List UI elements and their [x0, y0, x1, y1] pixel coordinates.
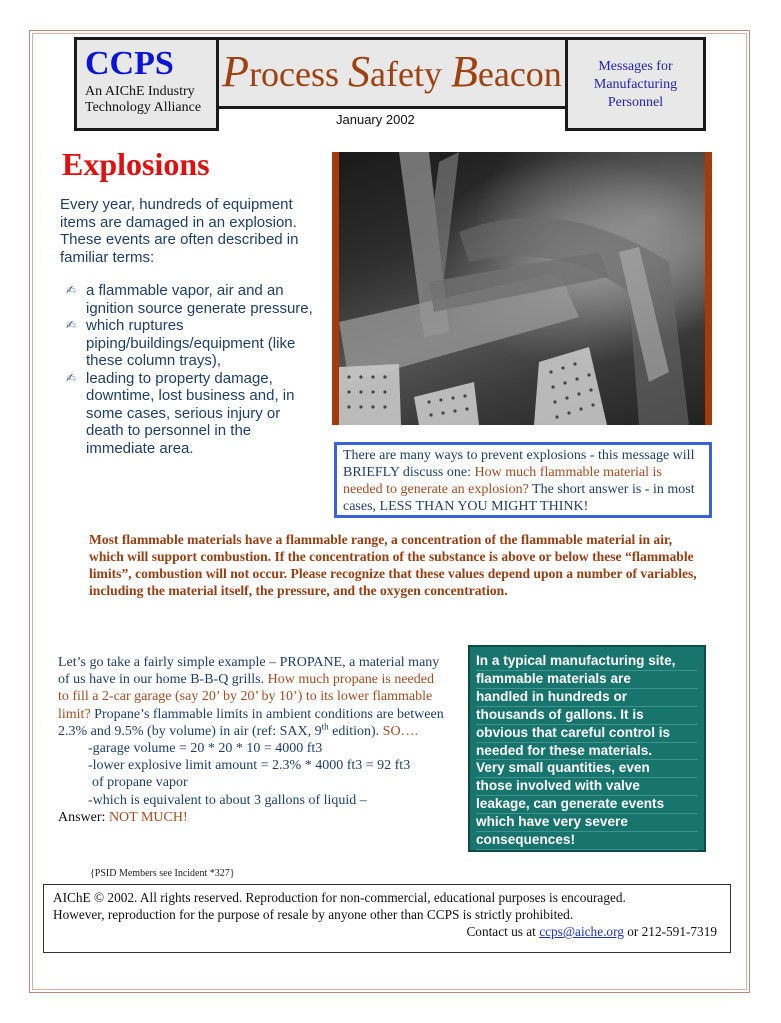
copyright-line: AIChE © 2002. All rights reserved. Reproduction for non-commercial, educational purposes is encouraged.: [53, 890, 626, 905]
issue-date: January 2002: [336, 112, 415, 127]
ccps-subtitle: An AIChE Industry Technology Alliance: [85, 84, 202, 115]
writing-hand-icon: ✍: [66, 370, 77, 385]
tagline-line: Personnel: [607, 95, 664, 110]
flammable-range-paragraph: Most flammable materials have a flammable range, a concentration of the flammable material in air, which will support combustion. If the concentration of the substance is above or below these “flammable limits”, combustion will not occur. Please recognize that these values depend upon a number of variables, including the material itself, the pressure, and the oxygen concentration.: [89, 532, 697, 598]
calculation-line: -which is equivalent to about 3 gallons of liquid –: [88, 792, 367, 808]
tagline-box: [565, 37, 706, 131]
newsletter-title: Process Safety Beacon: [222, 47, 562, 96]
tagline-line: Messages for: [598, 59, 673, 74]
column-trays-photo: [332, 152, 712, 425]
copyright-line: However, reproduction for the purpose of resale by anyone other than CCPS is strictly prohibited.: [53, 907, 574, 922]
propane-example: Let’s go take a fairly simple example – PROPANE, a material many of us have in our home B-B-Q grills. How much propane is needed to fill a 2-car garage (say 20’ by 20’ by 10’) to its lower flammable limit? Propane’s flammable limits in ambient conditions are between 2.3% and 9.5% (by volume) in air (ref: SAX, 9th edition). SO…. -garage volume = 20 * 20 * 10 = 4000 ft3 -lower explosive limit amount = 2.3% * 4000 ft3 = 92 ft3 of propane vapor -which is equivalent to about 3 gallons of liquid – Answer: NOT MUCH!: [58, 654, 448, 826]
contact-line: Contact us at ccps@aiche.org or 212-591-7319: [466, 924, 717, 939]
list-item: ✍ a flammable vapor, air and an ignition source generate pressure,: [66, 282, 313, 317]
ccps-logo: CCPS: [85, 45, 174, 82]
article-heading: Explosions: [62, 146, 210, 182]
answer-line: Answer: NOT MUCH!: [58, 809, 188, 825]
intro-paragraph: Every year, hundreds of equipment items are damaged in an explosion. These events are often described in familiar terms:: [60, 196, 299, 266]
calculation-line: of propane vapor: [92, 775, 188, 791]
writing-hand-icon: ✍: [66, 283, 77, 297]
writing-hand-icon: ✍: [66, 318, 77, 332]
tagline-line: Manufacturing: [593, 77, 678, 92]
copyright-footer: [43, 884, 731, 953]
photo-illustration: [339, 152, 705, 425]
bullet-list: [68, 282, 318, 457]
newsletter-title-box: [216, 37, 568, 109]
list-item: ✍ leading to property damage, downtime, lost business and, in some cases, serious injury or death to personnel in the immediate area.: [66, 369, 295, 457]
email-link[interactable]: ccps@aiche.org: [539, 924, 624, 939]
ccps-logo-box: [74, 37, 219, 131]
callout-box: There are many ways to prevent explosions - this message will BRIEFLY discuss one: How much flammable material is needed to generate an explosion? The short answer is - in most cases, LESS THAN YOU MIGHT THINK!: [334, 442, 712, 518]
warning-sidebar: In a typical manufacturing site, flammable materials are handled in hundreds or thousands of gallons. It is obvious that careful control is needed for these materials. Very small quantities, even those involved with valve leakage, can generate events which have very severe consequences!: [468, 645, 706, 852]
calculation-line: -lower explosive limit amount = 2.3% * 4000 ft3 = 92 ft3: [88, 758, 411, 774]
psid-note: {PSID Members see Incident *327}: [90, 868, 235, 879]
calculation-line: -garage volume = 20 * 20 * 10 = 4000 ft3: [88, 741, 323, 757]
list-item: ✍ which ruptures piping/buildings/equipment (like these column trays),: [66, 317, 296, 369]
